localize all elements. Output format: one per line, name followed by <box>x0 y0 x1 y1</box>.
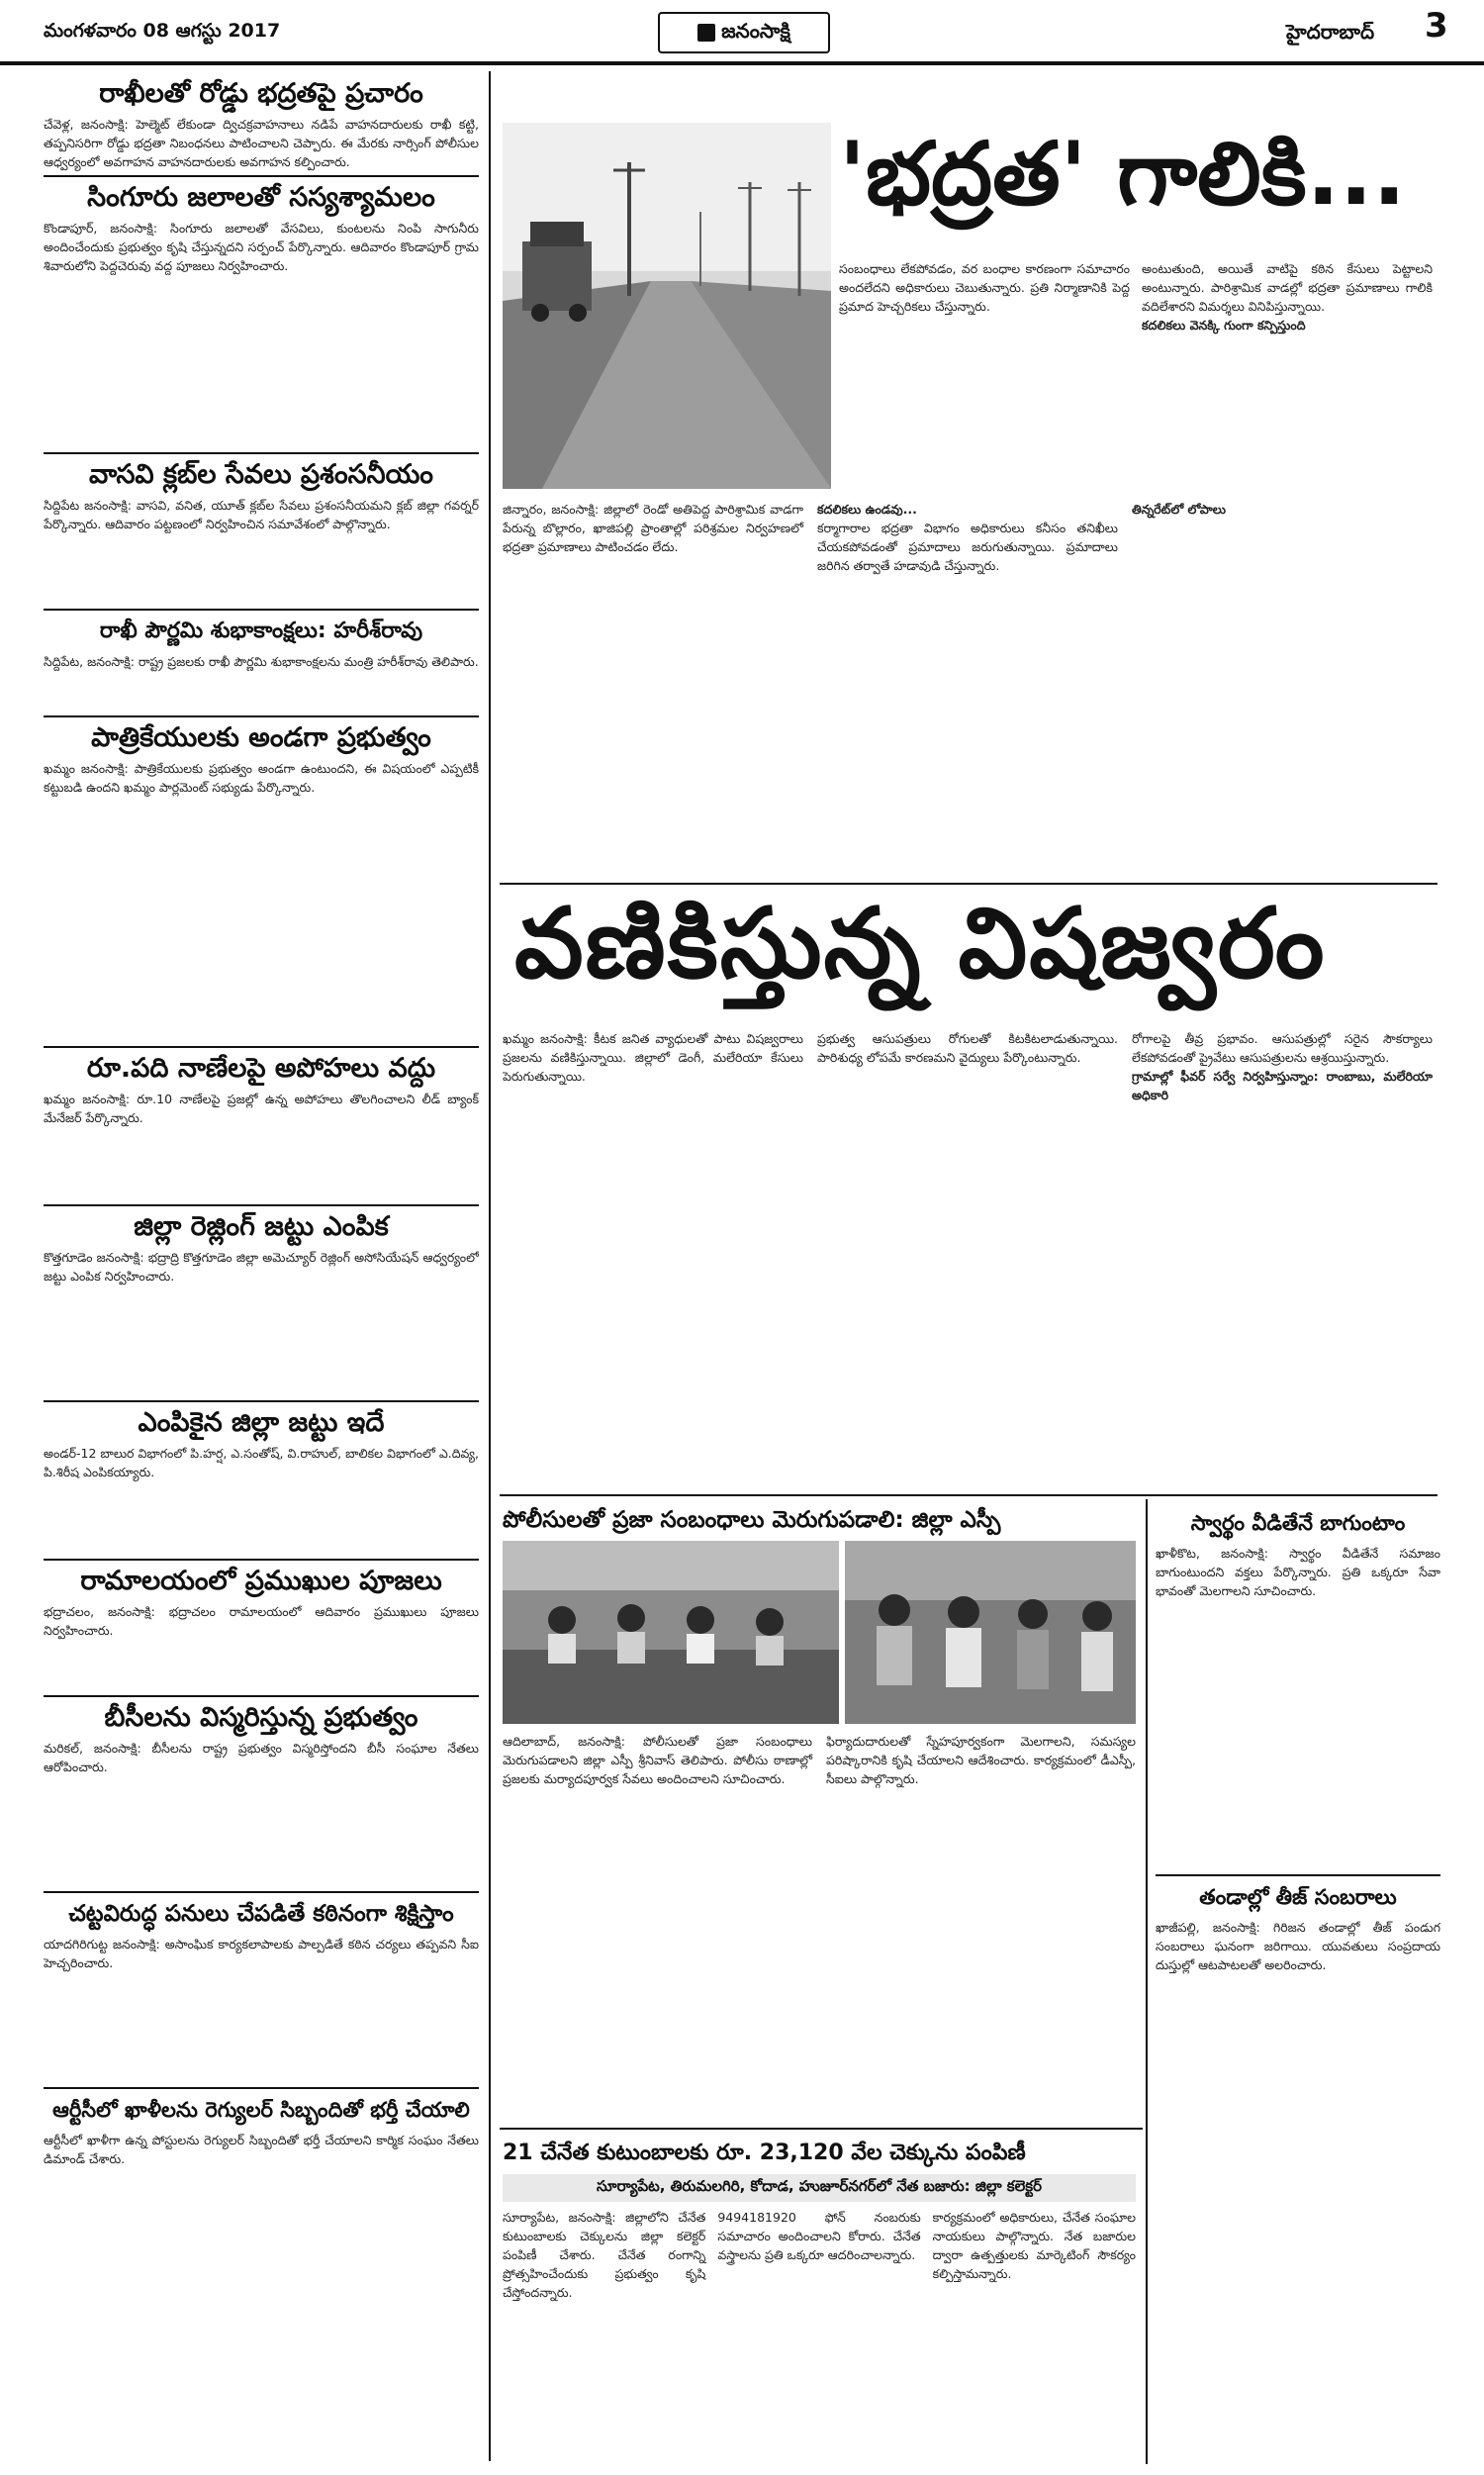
story-body: అండర్-12 బాలుర విభాగంలో పి.హర్ష, ఎ.సంతోష్, వి.రాహుల్, బాలికల విభాగంలో ఎ.దివ్య, పి.శిరీష ఎంపికయ్యారు. <box>44 1446 479 1479</box>
story-body: కొత్తగూడెం జనంసాక్షి: భద్రాద్రి కొత్తగూడెం జిల్లా అమెచ్యూర్ రెజ్లింగ్ అసోసియేషన్ ఆధ్వర్యంలో జట్టు ఎంపిక నిర్వహించారు. <box>44 1250 479 1284</box>
story-title: సింగూరు జలాలతో సస్యశ్యామలం <box>87 182 435 213</box>
story-title: వాసవి క్లబ్‌ల సేవలు ప్రశంసనీయం <box>89 459 433 490</box>
story-body: చేవెళ్ల, జనంసాక్షి: హెల్మెట్ లేకుండా ద్విచక్రవాహనాలు నడిపే వాహనదారులకు రాఖీ కట్టి, తప్పనిసరిగా రోడ్డు భద్రతా నిబంధనలు పాటించాలని చెప్పారు. ఈ మేరకు నార్సింగ్ పోలీసుల ఆధ్వర్యంలో అవగాహన వాహనదారులకు అవగాహన కల్పించారు. <box>44 117 479 169</box>
left-column <box>44 73 479 2458</box>
fever-headline: వణికిస్తున్న విషజ్వరం <box>514 888 1327 1000</box>
lead-subhead: తిన్నరేట్‌లో లోపాలు <box>1132 502 1226 517</box>
story-title: జిల్లా రెజ్లింగ్ జట్టు ఎంపిక <box>134 1211 389 1242</box>
story-body: ఖాజీపల్లి, జనంసాక్షి: గిరిజన తండాల్లో తీజ్ పండుగ సంబరాలు ఘనంగా జరిగాయి. యువతులు సంప్రదాయ దుస్తుల్లో ఆటపాటలతో అలరించారు. <box>1156 1920 1440 1972</box>
story-body: ఆర్టీసీలో ఖాళీగా ఉన్న పోస్టులను రెగ్యులర్ సిబ్బందితో భర్తీ చేయాలని కార్మిక సంఘం నేతలు డిమాండ్ చేశారు. <box>44 2133 479 2166</box>
cheque-body-text: కార్యక్రమంలో అధికారులు, చేనేత సంఘాల నాయకులు పాల్గొన్నారు. నేత బజారుల ద్వారా ఉత్పత్తులకు మార్కెటింగ్ సౌకర్యం కల్పిస్తామన్నారు. <box>932 2210 1136 2281</box>
fever-subhead: గ్రామాల్లో ఫీవర్ సర్వే నిర్వహిస్తున్నాం: రాంబాబు, మలేరియా అధికారి <box>1132 1069 1433 1102</box>
fever-body-text: ఖమ్మం జనంసాక్షి: కీటక జనిత వ్యాధులతో పాటు విషజ్వరాలు ప్రజలను వణికిస్తున్నాయి. జిల్లాలో డెంగీ, మలేరియా కేసులు పెరుగుతున్నాయి. <box>503 1031 803 1084</box>
story-body: కొండాపూర్, జనంసాక్షి: సింగూరు జలాలతో వేసవిలు, కుంటలను నింపి సాగునీరు అందించేందుకు ప్రభుత్వం కృషి చేస్తున్నదని సర్పంచ్ పేర్కొన్నారు. ఆదివారం కొండాపూర్ గ్రామ శివారులోని పెద్దచెరువు వద్ద పూజలు నిర్వహించారు. <box>44 221 479 273</box>
cheque-body-text: 9494181920 ఫోన్ నంబరుకు సమాచారం అందించాలని కోరారు. చేనేత వస్త్రాలను ప్రతి ఒక్కరూ ఆదరించాలన్నారు. <box>717 2210 921 2262</box>
police-public-photo <box>845 1541 1136 1724</box>
lead-body-text: కర్మాగారాల భద్రతా విభాగం అధికారులు కనీసం తనిఖీలు చేయకపోవడంతో ప్రమాదాలు జరుగుతున్నాయి. ప్రమాదాలు జరిగిన తర్వాతే హడావుడి చేస్తున్నారు. <box>817 521 1118 573</box>
police-body-text: ఆదిలాబాద్, జనంసాక్షి: పోలీసులతో ప్రజా సంబంధాలు మెరుగుపడాలని జిల్లా ఎస్పీ శ్రీనివాస్ తెలిపారు. పోలీసు ఠాణాల్లో ప్రజలకు మర్యాదపూర్వక సేవలు అందించాలని సూచించారు. <box>503 1734 812 1786</box>
story-body: సిద్దిపేట, జనంసాక్షి: రాష్ట్ర ప్రజలకు రాఖీ పౌర్ణమి శుభాకాంక్షలను మంత్రి హరీశ్‌రావు తెలిపారు. <box>44 654 479 669</box>
lead-subhead: కదలికలు వెనక్కి గుంగా కన్పిస్తుంది <box>1142 318 1306 333</box>
fever-body-text: రోగాలపై తీవ్ర ప్రభావం. ఆసుపత్రుల్లో సరైన సౌకర్యాలు లేకపోవడంతో ప్రైవేటు ఆసుపత్రులను ఆశ్రయిస్తున్నారు. <box>1132 1031 1433 1065</box>
story-title: చట్టవిరుద్ధ పనులు చేపడితే కఠినంగా శిక్షిస్తాం <box>68 1901 454 1927</box>
story-title: పాత్రికేయులకు అండగా ప్రభుత్వం <box>91 722 431 753</box>
paper-logo <box>658 12 830 53</box>
road-photo-image <box>503 123 831 489</box>
story-title: రాఖీ పౌర్ణమి శుభాకాంక్షలు: హరీశ్‌రావు <box>99 619 423 643</box>
story-body: సిద్దిపేట జనంసాక్షి: వాసవి, వనిత, యూత్ క్లబ్‌ల సేవలు ప్రశంసనీయమని క్లబ్ జిల్లా గవర్నర్ పేర్కొన్నారు. ఆదివారం పట్టణంలో నిర్వహించిన సమావేశంలో పాల్గొన్నారు. <box>44 498 479 531</box>
lead-story-lower <box>503 500 1433 876</box>
lead-body-text: అంటుతుంది, అయితే వాటిపై కఠిన కేసులు పెట్టాలని అంటున్నారు. పారిశ్రామిక వాడల్లో భద్రతా ప్రమాణాలు గాలికి వదిలేశారని విమర్శలు వినిపిస్తున్నాయి. <box>1142 261 1433 314</box>
cheque-body-text: సూర్యాపేట, జనంసాక్షి: జిల్లాలోని చేనేత కుటుంబాలకు చెక్కులను జిల్లా కలెక్టర్ పంపిణీ చేశారు. చేనేత రంగాన్ని ప్రోత్సహించేందుకు ప్రభుత్వం కృషి చేస్తోందన్నారు. <box>503 2210 706 2300</box>
lead-story-body <box>839 259 1433 492</box>
lead-photo-road <box>503 123 831 489</box>
fever-body-text: ప్రభుత్వ ఆసుపత్రులు రోగులతో కిటకిటలాడుతున్నాయి. పారిశుధ్య లోపమే కారణమని వైద్యులు పేర్కొంటున్నారు. <box>817 1031 1118 1065</box>
lead-subhead: కదలికలు ఉండవు... <box>817 502 917 517</box>
story-title: స్వార్థం వీడితేనే బాగుంటాం <box>1190 1511 1406 1535</box>
story-body: ఖమ్మం జనంసాక్షి: రూ.10 నాణేలపై ప్రజల్లో ఉన్న అపోహలు తొలగించాలని లీడ్ బ్యాంక్ మేనేజర్ పేర్కొన్నారు. <box>44 1092 479 1125</box>
police-story <box>503 1499 1136 2123</box>
lead-headline: 'భద్రత' గాలికి... <box>839 123 1406 225</box>
story-title: ఎంపికైన జిల్లా జట్టు ఇదే <box>138 1407 385 1438</box>
story-body: యాదగిరిగుట్ట జనంసాక్షి: అసాంఘిక కార్యకలాపాలకు పాల్పడితే కఠిన చర్యలు తప్పవని సీఐ హెచ్చరించారు. <box>44 1937 479 1970</box>
edition-city: హైదరాబాద్ <box>1286 20 1375 44</box>
cheque-subhead: సూర్యాపేట, తిరుమలగిరి, కోదాడ, హుజూర్‌నగర్‌లో నేత బజారు: జిల్లా కలెక్టర్ <box>503 2174 1136 2202</box>
paper-name: జనంసాక్షి <box>721 18 790 43</box>
police-meeting-photo <box>503 1541 839 1724</box>
story-body: ఖాళీకొట, జనంసాక్షి: స్వార్థం వీడితేనే సమాజం బాగుంటుందని వక్తలు పేర్కొన్నారు. ప్రతి ఒక్కరూ సేవా భావంతో మెలగాలని సూచించారు. <box>1156 1546 1440 1598</box>
issue-date: మంగళవారం 08 ఆగస్టు 2017 <box>44 20 281 42</box>
masthead <box>0 0 1484 65</box>
story-title: తండాల్లో తీజ్ సంబరాలు <box>1199 1885 1397 1909</box>
fever-story-body <box>503 1029 1433 1489</box>
page-number: 3 <box>1425 6 1448 46</box>
story-body: ఖమ్మం జనంసాక్షి: పాత్రికేయులకు ప్రభుత్వం అండగా ఉంటుందని, ఈ విషయంలో ఎప్పటికీ కట్టుబడి ఉందని ఖమ్మం పార్లమెంట్ సభ్యుడు పేర్కొన్నారు. <box>44 761 479 795</box>
story-title: రూ.పది నాణేలపై అపోహలు వద్దు <box>86 1053 436 1084</box>
cheque-headline: 21 చేనేత కుటుంబాలకు రూ. 23,120 వేల చెక్కును పంపిణీ <box>503 2141 1026 2165</box>
story-title: రామాలయంలో ప్రముఖుల పూజలు <box>80 1566 442 1596</box>
lead-body-text: సంబంధాలు లేకపోవడం, వర బంధాల కారణంగా సమాచారం అందలేదని అధికారులు చెబుతున్నారు. ప్రతి నిర్మాణానికి పెద్ద ప్రమాద హెచ్చరికలు చేస్తున్నారు. <box>839 261 1130 314</box>
story-title: బీసీలను విస్మరిస్తున్న ప్రభుత్వం <box>104 1702 418 1733</box>
story-title: ఆర్టీసీలో ఖాళీలను రెగ్యులర్ సిబ్బందితో భర్తీ చేయాలి <box>52 2098 470 2122</box>
story-title: రాఖీలతో రోడ్డు భద్రతపై ప్రచారం <box>99 78 423 109</box>
story-body: భద్రాచలం, జనంసాక్షి: భద్రాచలం రామాలయంలో ఆదివారం ప్రముఖులు పూజలు నిర్వహించారు. <box>44 1604 479 1638</box>
story-body: మరికల్, జనంసాక్షి: బీసీలను రాష్ట్ర ప్రభుత్వం విస్మరిస్తోందని బీసీ సంఘాల నేతలు ఆరోపించారు. <box>44 1741 479 1774</box>
cheque-story <box>503 2133 1136 2464</box>
logo-mark-icon <box>697 24 715 42</box>
right-column <box>1156 1502 1440 2462</box>
lead-body-text: జిన్నారం, జనంసాక్షి: జిల్లాలో రెండో అతిపెద్ద పారిశ్రామిక వాడగా పేరున్న బొల్లారం, ఖాజిపల్లి ప్రాంతాల్లో పరిశ్రమల నిర్వహణలో భద్రతా ప్రమాణాలు పాటించడం లేదు. <box>503 502 803 554</box>
police-headline: పోలీసులతో ప్రజా సంబంధాలు మెరుగుపడాలి: జిల్లా ఎస్పీ <box>503 1507 1001 1533</box>
police-body-text: ఫిర్యాదుదారులతో స్నేహపూర్వకంగా మెలగాలని, సమస్యల పరిష్కారానికి కృషి చేయాలని ఆదేశించారు. కార్యక్రమంలో డీఎస్పీ, సీఐలు పాల్గొన్నారు. <box>826 1734 1136 1786</box>
